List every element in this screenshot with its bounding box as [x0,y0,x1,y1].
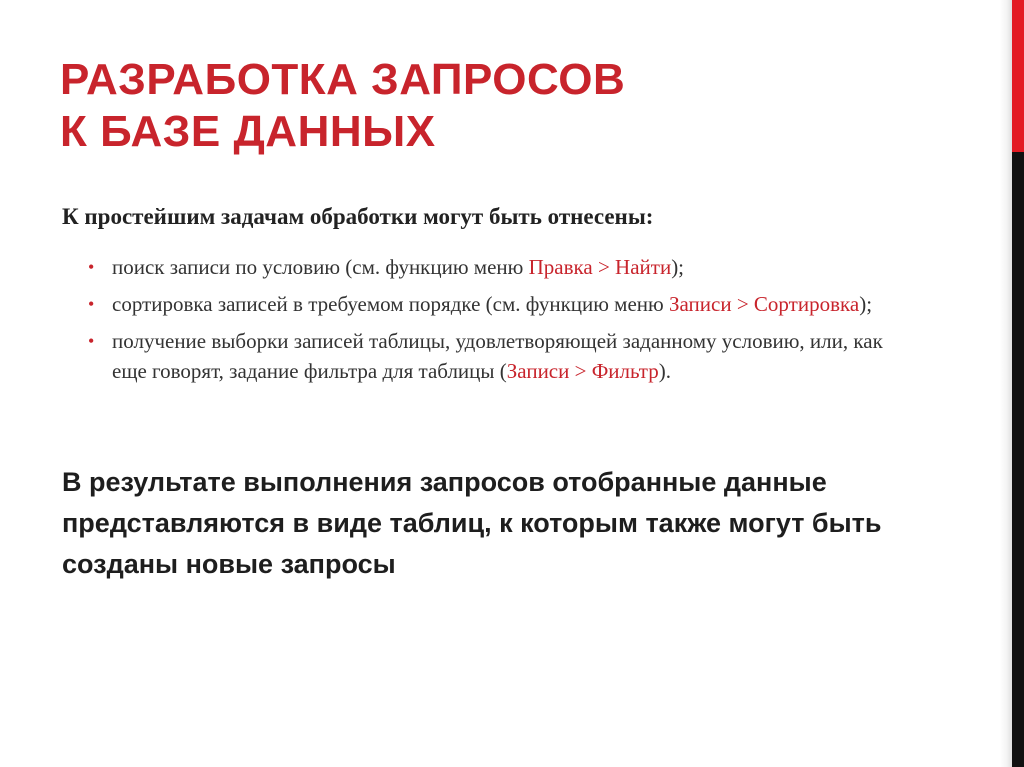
menu-path-highlight: Записи > Фильтр [506,359,659,383]
menu-path-highlight: Правка > Найти [528,255,672,279]
slide-title [60,54,960,158]
bullet-icon: • [88,257,95,277]
menu-path-highlight: Записи > Сортировка [668,292,860,316]
bullet-icon: • [88,331,95,351]
edge-accent-bar-dark [1012,152,1024,767]
edge-accent-bar-red [1012,0,1024,152]
bullet-text: сортировка записей в требуемом порядке (см. функцию меню [112,292,669,316]
slide-title-line-2: К БАЗЕ ДАННЫХ [60,107,436,156]
list-item [88,252,908,282]
conclusion-text: В результате выполнения запросов отобранные данные представляются в виде таблиц, к которым также могут быть созданы новые запросы [62,467,882,579]
bullet-icon: • [88,294,95,314]
bullet-text: поиск записи по условию (см. функцию меню [112,255,529,279]
bullet-text-end: ). [658,359,671,383]
list-item [88,326,908,386]
bullet-text: получение выборки записей таблицы, удовлетворяющей заданному условию, или, как еще говорят, задание фильтра для таблицы ( [112,329,883,383]
list-item [88,289,908,319]
intro-text: К простейшим задачам обработки могут быть отнесены: [62,204,654,229]
bullet-text-end: ); [671,255,685,279]
bullet-text-end: ); [859,292,873,316]
edge-shadow [1000,0,1012,767]
bullet-list [88,252,908,393]
slide-title-line-1: РАЗРАБОТКА ЗАПРОСОВ [60,55,626,104]
